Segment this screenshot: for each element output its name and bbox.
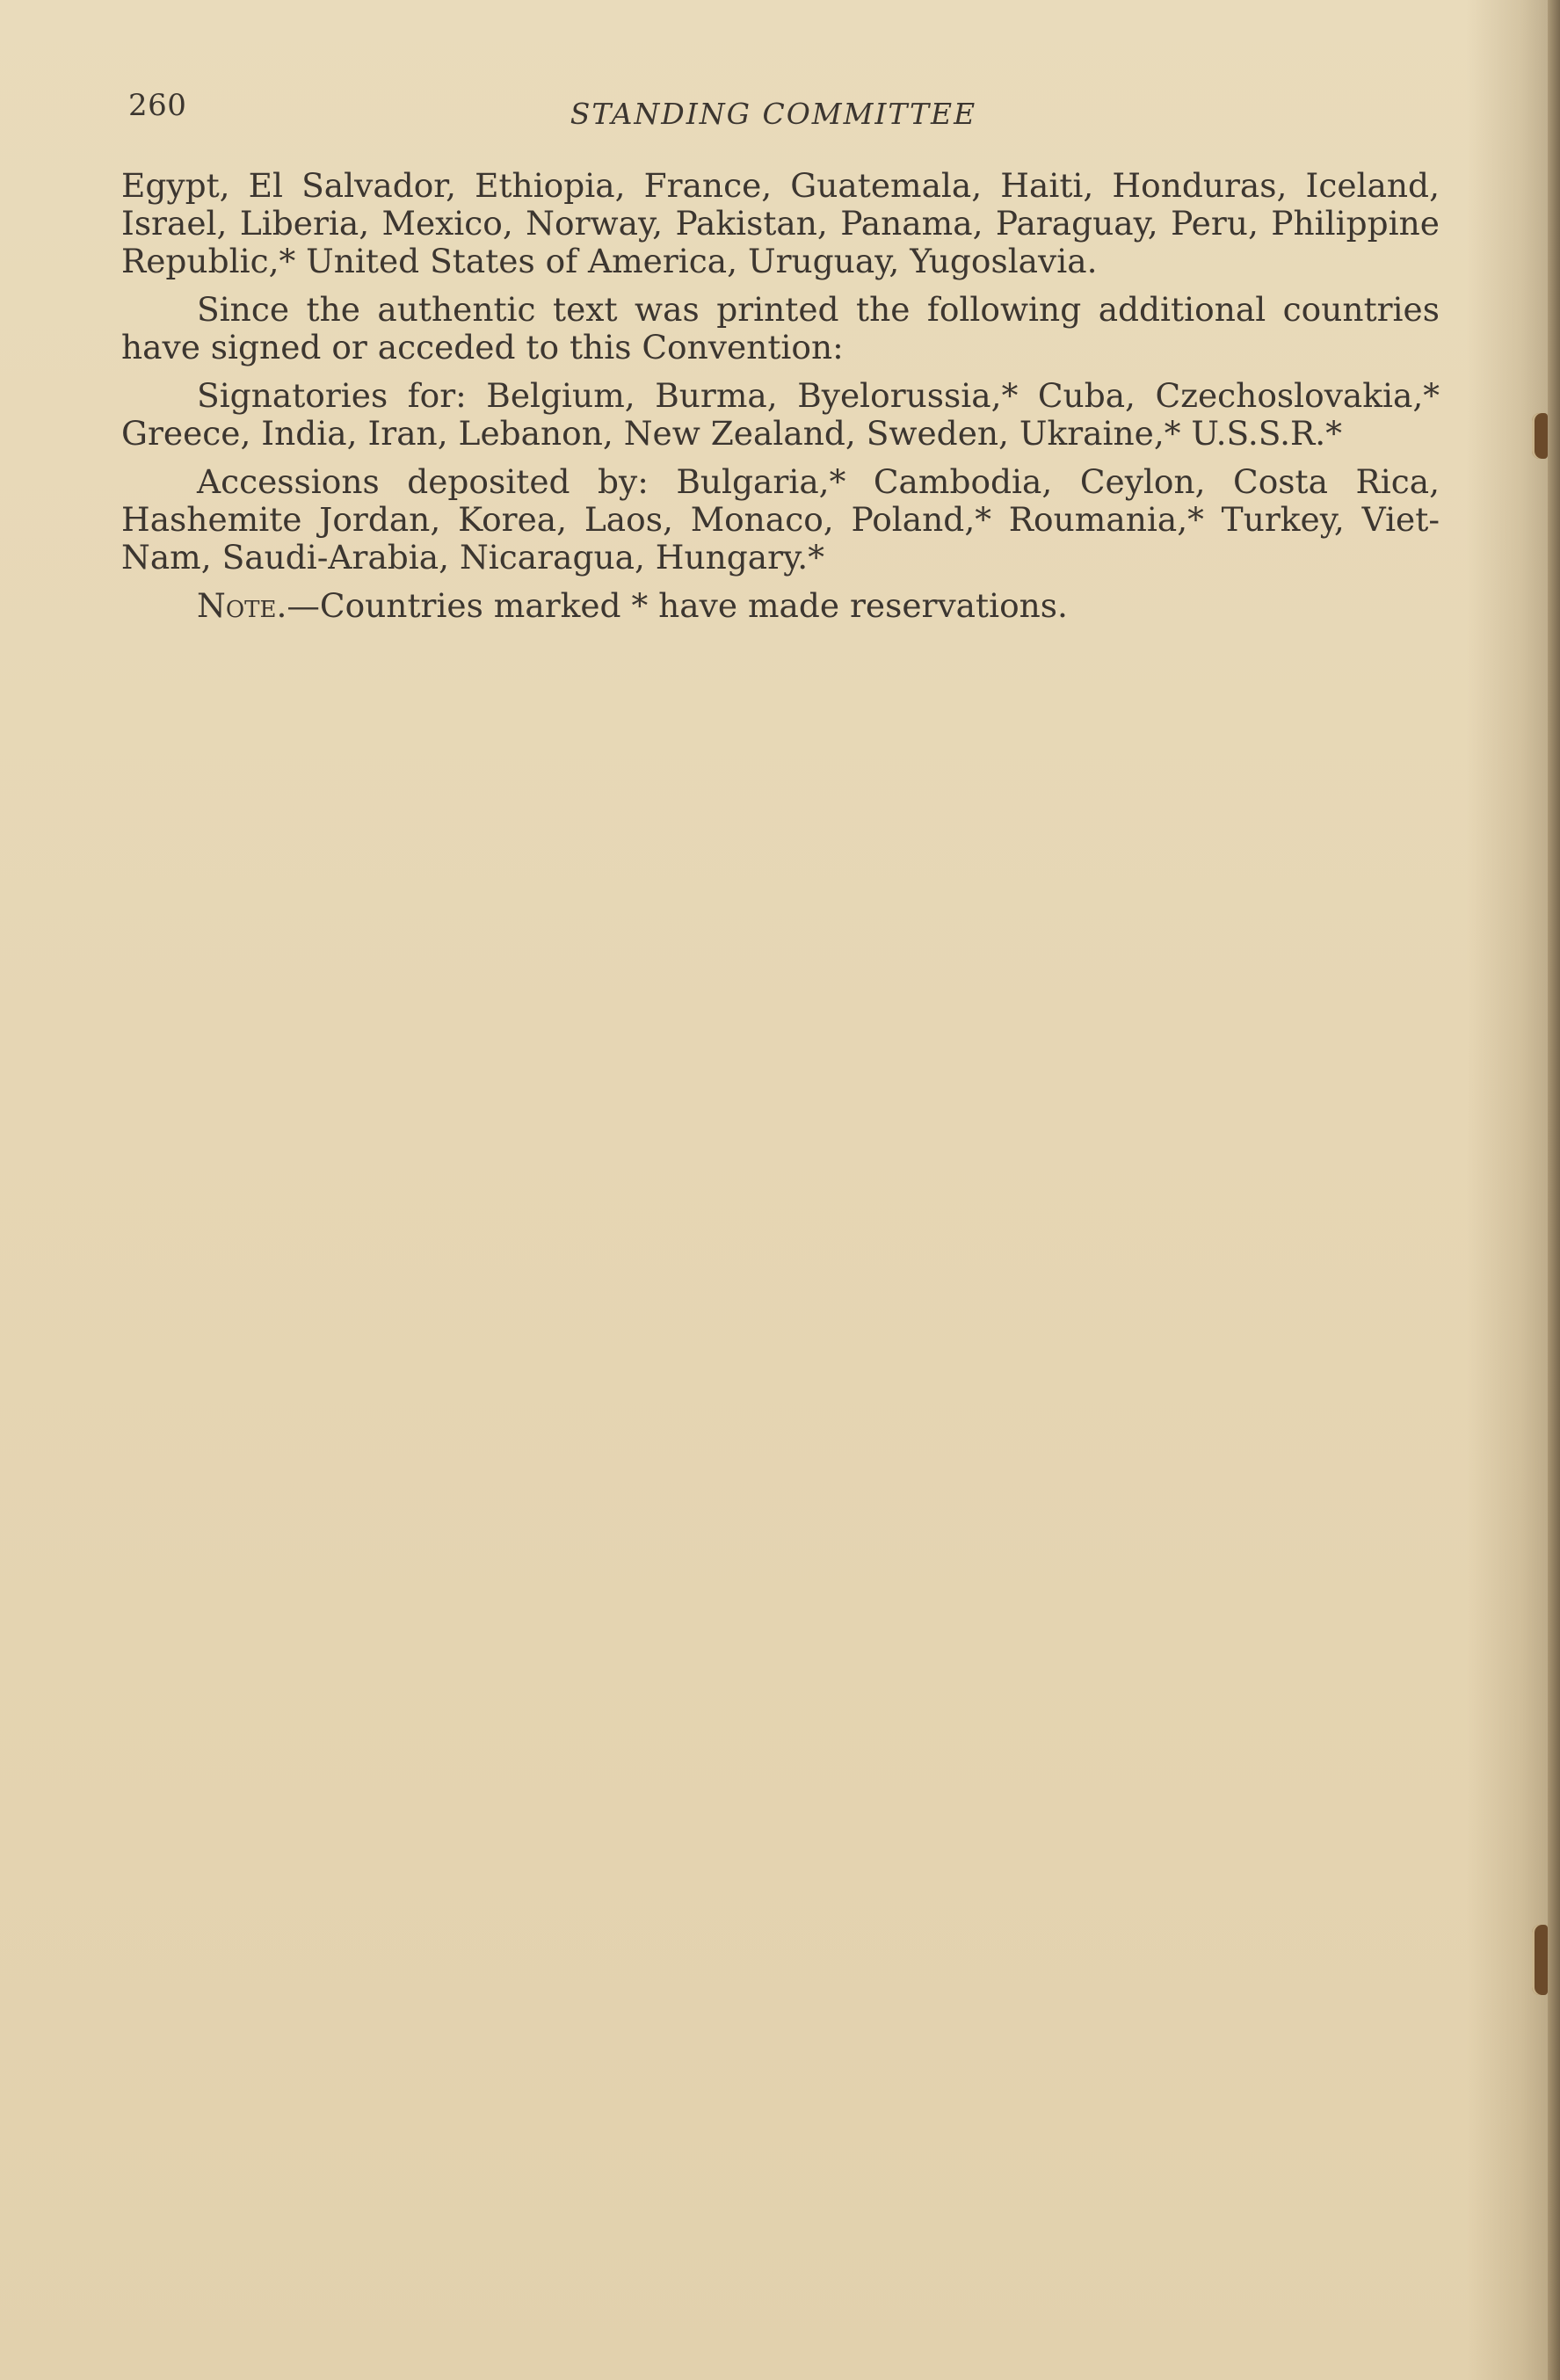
binder-clip-bottom: [1532, 1925, 1548, 1995]
paragraph-accessions: Accessions deposited by: Bulgaria,* Cambodia, Ceylon, Costa Rica, Hashemite Jordan, Korea, Laos, Monaco, Poland,* Roumania,* Turkey, Viet-Nam, Saudi-Arabia, Nicaragua, Hungary.*: [121, 462, 1440, 577]
paragraph-additional-countries: Since the authentic text was printed the following additional countries have signed or acceded to this Convention:: [121, 290, 1440, 366]
paragraph-signatories: Signatories for: Belgium, Burma, Byelorussia,* Cuba, Czechoslovakia,* Greece, India, Iran, Lebanon, New Zealand, Sweden, Ukraine,* U.S.S.R.*: [121, 376, 1440, 453]
body-text: [121, 167, 1440, 635]
note-text: —Countries marked * have made reservations.: [287, 586, 1068, 625]
paragraph-country-list: Egypt, El Salvador, Ethiopia, France, Guatemala, Haiti, Honduras, Iceland, Israel, Liberia, Mexico, Norway, Pakistan, Panama, Paraguay, Peru, Philippine Republic,* United States of America, Uruguay, Yugoslavia.: [121, 166, 1440, 280]
binding-edge: [1548, 0, 1560, 2380]
running-head: STANDING COMMITTEE: [570, 97, 977, 131]
note-label: Note.: [197, 586, 287, 625]
binder-clip-top: [1532, 413, 1548, 459]
paragraph-note: [121, 587, 1440, 625]
page-number: 260: [128, 88, 187, 123]
